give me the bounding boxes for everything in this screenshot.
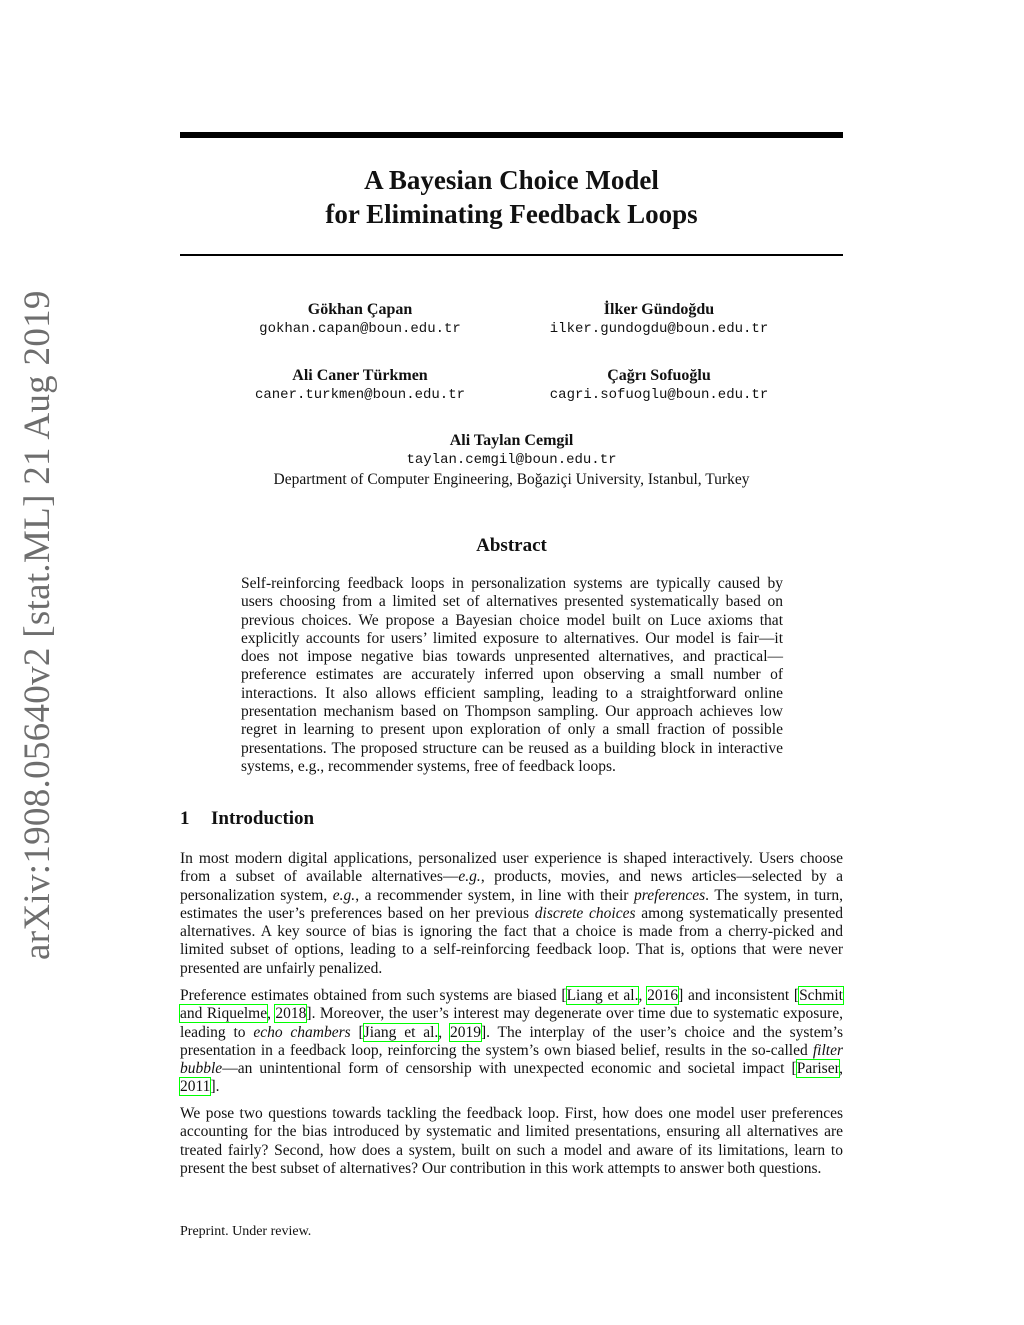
author-block xyxy=(479,301,839,339)
citation-link[interactable]: 2011 xyxy=(180,1078,211,1096)
citation-link[interactable]: Liang et al. xyxy=(566,987,639,1004)
section-title: Introduction xyxy=(211,808,315,829)
arxiv-identifier-stamp: arXiv:1908.05640v2 [stat.ML] 21 Aug 2019 xyxy=(17,290,58,960)
title-line-1: A Bayesian Choice Model xyxy=(364,165,659,195)
author-email: gokhan.capan@boun.edu.tr xyxy=(259,321,461,337)
title-bottom-rule xyxy=(180,254,843,256)
author-email: ilker.gundogdu@boun.edu.tr xyxy=(549,321,769,337)
preprint-footer: Preprint. Under review. xyxy=(180,1224,312,1239)
paper-title xyxy=(180,163,843,231)
author-email: caner.turkmen@boun.edu.tr xyxy=(254,387,466,403)
abstract-heading: Abstract xyxy=(476,535,547,556)
abstract-text: Self-reinforcing feedback loops in personalization systems are typically caused by users choosing from a limited set of alternatives presented systematically based on previous choices. We propose a Bayesian choice model built on Luce axioms that explicitly accounts for users’ limited exposure to alternatives. Our model is fair—it does not impose negative bias towards unpresented alternatives, and practical—preference estimates are accurately inferred upon observing a small number of interactions. It also allows efficient sampling, leading to a straightforward online presentation mechanism based on Thompson sampling. Our approach achieves low regret in learning to present upon exploration of only a small fraction of possible presentations. The proposed structure can be reused as a building block in interactive systems, e.g., recommender systems, free of feedback loops. xyxy=(241,575,783,775)
author-email: cagri.sofuoglu@boun.edu.tr xyxy=(549,387,769,403)
intro-paragraph-3: We pose two questions towards tackling the feedback loop. First, how does one model user preferences accounting for the bias introduced by systematic and limited presentations, ensuring all alternatives are treated fairly? Second, how does a system, built on such a model and aware of its limitations, learn to present the best subset of alternatives? Our contribution in this work attempts to answer both questions. xyxy=(180,1105,843,1177)
title-line-2: for Eliminating Feedback Loops xyxy=(325,199,698,229)
citation-link[interactable]: 2016 xyxy=(647,987,679,1004)
section-heading xyxy=(180,808,314,830)
author-name: Çağrı Sofuoğlu xyxy=(607,367,711,384)
citation-link[interactable]: Schmit and Riquelme xyxy=(180,987,843,1023)
author-name: Ali Caner Türkmen xyxy=(292,367,428,384)
citation-link[interactable]: Pariser xyxy=(796,1060,840,1078)
citation-link[interactable]: 2019 xyxy=(449,1023,481,1041)
author-email: taylan.cemgil@boun.edu.tr xyxy=(406,452,617,468)
title-top-rule xyxy=(180,132,843,138)
citation-link[interactable]: 2018 xyxy=(275,1005,307,1023)
citation-link[interactable]: Jiang et al. xyxy=(363,1023,439,1041)
author-block xyxy=(479,367,839,405)
affiliation: Department of Computer Engineering, Boğaziçi University, Istanbul, Turkey xyxy=(273,471,750,488)
section-number: 1 xyxy=(180,808,190,829)
intro-paragraph-2: Preference estimates obtained from such systems are biased [Liang et al., 2016] and inconsistent [Schmit and Riquelme, 2018]. Moreover, the user’s interest may degenerate over time due to systematic exposure, leading to echo chambers [Jiang et al., 2019]. The interplay of the user’s choice and the system’s presentation in a feedback loop, reinforcing the system’s own biased belief, results in the so-called filter bubble—an unintentional form of censorship with unexpected economic and societal impact [Pariser, 2011]. xyxy=(180,987,844,1096)
author-name: Ali Taylan Cemgil xyxy=(449,432,574,449)
author-name: Gökhan Çapan xyxy=(307,301,413,318)
author-block xyxy=(180,432,843,490)
intro-paragraph-1: In most modern digital applications, personalized user experience is shaped interactively. Users choose from a subset of available alternatives—e.g., products, movies, and news articles—selected by a personalization system, e.g., a recommender system, in line with their preferences. The system, in turn, estimates the user’s preferences based on her previous discrete choices among systematically presented alternatives. A key source of bias is ignoring the fact that a choice is made from a cherry-picked and limited subset of options, leading to a self-reinforcing feedback loop. That is, options that were never presented are unfairly penalized. xyxy=(180,850,844,977)
author-name: İlker Gündoğdu xyxy=(603,301,715,318)
